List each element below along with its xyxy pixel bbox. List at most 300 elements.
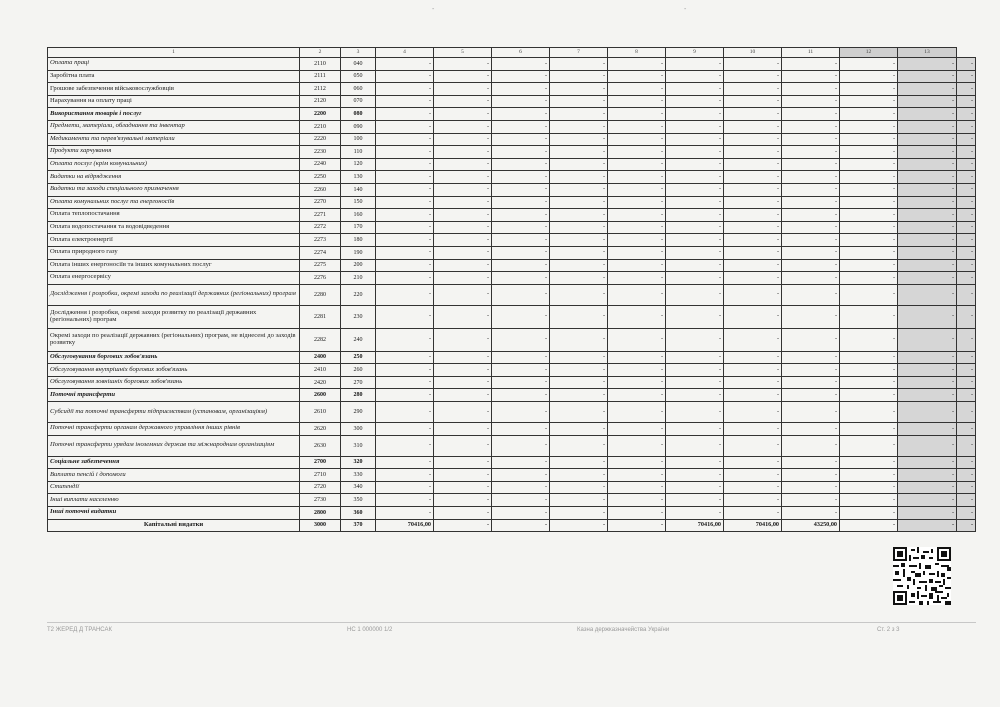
expenditure-table [47,47,976,532]
value-cell-col-7: - [550,376,608,389]
scan-mark: - [684,6,687,13]
value-cell-col-6: - [492,328,550,351]
value-cell-col-10: - [724,83,782,96]
value-cell-col-7: - [550,70,608,83]
value-cell-col-12: - [840,351,898,364]
value-cell-col-13: - [898,183,957,196]
row-code: 2270 [300,196,341,209]
row-code: 2410 [300,364,341,377]
value-cell-col-14: - [957,196,976,209]
row-line-number: 340 [341,481,376,494]
value-cell-col-7: - [550,58,608,71]
value-cell-col-5: - [434,146,492,159]
value-cell-col-9: - [666,272,724,285]
value-cell-col-11: - [782,481,840,494]
value-cell-col-14: - [957,435,976,456]
value-cell-col-8: - [608,494,666,507]
row-code: 2280 [300,284,341,305]
value-cell-col-6: - [492,133,550,146]
value-cell-col-4: - [376,259,434,272]
value-cell-col-10: - [724,196,782,209]
value-cell-col-9: - [666,456,724,469]
value-cell-col-6: - [492,481,550,494]
value-cell-col-11: - [782,494,840,507]
value-cell-col-10: - [724,58,782,71]
column-header-1: 1 [48,48,300,58]
value-cell-col-5: - [434,389,492,402]
value-cell-col-14: - [957,469,976,482]
value-cell-col-14: - [957,423,976,436]
value-cell-col-8: - [608,83,666,96]
value-cell-col-9: - [666,481,724,494]
value-cell-col-14: - [957,108,976,121]
value-cell-col-12: - [840,158,898,171]
value-cell-col-11: - [782,435,840,456]
value-cell-col-10: - [724,494,782,507]
value-cell-col-14: - [957,364,976,377]
value-cell-col-10: - [724,120,782,133]
value-cell-col-13: - [898,196,957,209]
value-cell-col-7: - [550,519,608,532]
row-code: 2610 [300,402,341,423]
row-line-number: 290 [341,402,376,423]
value-cell-col-13: - [898,272,957,285]
value-cell-col-8: - [608,423,666,436]
table-row [48,481,976,494]
value-cell-col-8: - [608,305,666,328]
value-cell-col-14: - [957,376,976,389]
value-cell-col-8: - [608,519,666,532]
row-code: 2260 [300,183,341,196]
value-cell-col-11: - [782,376,840,389]
value-cell-col-8: - [608,402,666,423]
value-cell-col-7: - [550,423,608,436]
value-cell-col-5: - [434,259,492,272]
value-cell-col-7: - [550,183,608,196]
value-cell-col-5: - [434,272,492,285]
value-cell-col-12: - [840,58,898,71]
row-name: Поточні трансферти органам державного управління інших рівнів [48,423,300,436]
value-cell-col-7: - [550,221,608,234]
value-cell-col-12: - [840,171,898,184]
value-cell-col-13: - [898,481,957,494]
row-line-number: 320 [341,456,376,469]
table-row [48,259,976,272]
value-cell-col-4: - [376,494,434,507]
row-code: 2111 [300,70,341,83]
value-cell-col-13: - [898,456,957,469]
row-code: 2112 [300,83,341,96]
value-cell-col-6: - [492,507,550,520]
row-line-number: 300 [341,423,376,436]
table-row [48,196,976,209]
value-cell-col-13: - [898,158,957,171]
value-cell-col-7: - [550,284,608,305]
value-cell-col-9: - [666,70,724,83]
value-cell-col-8: - [608,364,666,377]
table-row [48,389,976,402]
value-cell-col-9: - [666,83,724,96]
value-cell-col-8: - [608,196,666,209]
value-cell-col-11: - [782,305,840,328]
value-cell-col-7: - [550,196,608,209]
value-cell-col-6: - [492,70,550,83]
value-cell-col-7: - [550,108,608,121]
value-cell-col-4: - [376,507,434,520]
value-cell-col-4: - [376,305,434,328]
value-cell-col-8: - [608,158,666,171]
value-cell-col-7: - [550,158,608,171]
row-name: Інші поточні видатки [48,507,300,520]
value-cell-col-4: - [376,221,434,234]
row-name: Капітальні видатки [48,519,300,532]
value-cell-col-7: - [550,259,608,272]
value-cell-col-11: - [782,402,840,423]
row-line-number: 270 [341,376,376,389]
value-cell-col-8: - [608,108,666,121]
value-cell-col-8: - [608,351,666,364]
value-cell-col-5: - [434,351,492,364]
value-cell-col-13: - [898,389,957,402]
value-cell-col-10: - [724,272,782,285]
value-cell-col-13: - [898,364,957,377]
value-cell-col-9: - [666,351,724,364]
row-name: Окремі заходи по реалізації державних (регіональних) програм, не віднесені до заходів розвитку [48,328,300,351]
table-row [48,272,976,285]
table-row [48,507,976,520]
value-cell-col-8: - [608,259,666,272]
row-line-number: 060 [341,83,376,96]
value-cell-col-6: - [492,196,550,209]
row-line-number: 250 [341,351,376,364]
value-cell-col-11: - [782,507,840,520]
column-header-13: 13 [898,48,957,58]
table-row [48,146,976,159]
value-cell-col-9: - [666,469,724,482]
value-cell-col-7: - [550,435,608,456]
row-code: 2800 [300,507,341,520]
value-cell-col-10: 70416,00 [724,519,782,532]
value-cell-col-4: - [376,389,434,402]
table-row [48,469,976,482]
row-code: 2281 [300,305,341,328]
value-cell-col-6: - [492,469,550,482]
value-cell-col-11: - [782,209,840,222]
value-cell-col-6: - [492,171,550,184]
row-code: 2210 [300,120,341,133]
value-cell-col-5: - [434,519,492,532]
value-cell-col-13: - [898,221,957,234]
column-header-9: 9 [666,48,724,58]
value-cell-col-9: - [666,507,724,520]
value-cell-col-4: - [376,351,434,364]
value-cell-col-11: - [782,469,840,482]
table-row [48,494,976,507]
value-cell-col-14: - [957,272,976,285]
value-cell-col-7: - [550,209,608,222]
row-line-number: 280 [341,389,376,402]
value-cell-col-8: - [608,507,666,520]
value-cell-col-12: - [840,196,898,209]
value-cell-col-12: - [840,364,898,377]
row-line-number: 110 [341,146,376,159]
value-cell-col-14: - [957,133,976,146]
row-line-number: 120 [341,158,376,171]
value-cell-col-5: - [434,120,492,133]
value-cell-col-11: - [782,83,840,96]
row-line-number: 150 [341,196,376,209]
value-cell-col-8: - [608,183,666,196]
value-cell-col-14: - [957,83,976,96]
value-cell-col-12: - [840,423,898,436]
value-cell-col-9: - [666,209,724,222]
table-row [48,364,976,377]
value-cell-col-10: - [724,423,782,436]
value-cell-col-9: - [666,376,724,389]
value-cell-col-13: - [898,435,957,456]
value-cell-col-6: - [492,389,550,402]
row-name: Дослідження і розробки, окремі заходи розвитку по реалізації державних (регіональних) програм [48,305,300,328]
value-cell-col-13: - [898,171,957,184]
value-cell-col-14: - [957,389,976,402]
value-cell-col-12: - [840,133,898,146]
value-cell-col-12: - [840,481,898,494]
value-cell-col-12: - [840,70,898,83]
value-cell-col-12: - [840,328,898,351]
value-cell-col-14: - [957,402,976,423]
row-line-number: 090 [341,120,376,133]
value-cell-col-14: - [957,146,976,159]
row-code: 2271 [300,209,341,222]
table-row [48,95,976,108]
row-code: 2420 [300,376,341,389]
value-cell-col-12: - [840,108,898,121]
value-cell-col-5: - [434,423,492,436]
value-cell-col-14: - [957,70,976,83]
value-cell-col-12: - [840,95,898,108]
row-code: 2272 [300,221,341,234]
value-cell-col-10: - [724,435,782,456]
value-cell-col-11: - [782,272,840,285]
value-cell-col-4: - [376,376,434,389]
row-line-number: 170 [341,221,376,234]
value-cell-col-5: - [434,507,492,520]
value-cell-col-4: - [376,171,434,184]
value-cell-col-13: - [898,305,957,328]
value-cell-col-7: - [550,507,608,520]
value-cell-col-8: - [608,95,666,108]
value-cell-col-6: - [492,83,550,96]
value-cell-col-13: - [898,402,957,423]
value-cell-col-7: - [550,146,608,159]
value-cell-col-7: - [550,364,608,377]
row-code: 2600 [300,389,341,402]
page-footer [47,622,976,639]
value-cell-col-13: - [898,507,957,520]
value-cell-col-13: - [898,95,957,108]
value-cell-col-12: - [840,519,898,532]
value-cell-col-10: - [724,402,782,423]
row-name: Оплата комунальних послуг та енергоносіїв [48,196,300,209]
value-cell-col-10: - [724,284,782,305]
value-cell-col-12: - [840,272,898,285]
value-cell-col-11: 43250,00 [782,519,840,532]
value-cell-col-12: - [840,456,898,469]
row-code: 2200 [300,108,341,121]
row-line-number: 220 [341,284,376,305]
value-cell-col-9: - [666,494,724,507]
row-line-number: 360 [341,507,376,520]
row-name: Поточні трансферти [48,389,300,402]
value-cell-col-6: - [492,364,550,377]
value-cell-col-4: - [376,83,434,96]
value-cell-col-11: - [782,95,840,108]
value-cell-col-10: - [724,146,782,159]
value-cell-col-13: - [898,133,957,146]
value-cell-col-14: - [957,259,976,272]
column-header-6: 6 [492,48,550,58]
value-cell-col-4: - [376,469,434,482]
value-cell-col-13: - [898,328,957,351]
value-cell-col-9: - [666,196,724,209]
value-cell-col-12: - [840,435,898,456]
row-code: 2240 [300,158,341,171]
row-name: Заробітна плата [48,70,300,83]
value-cell-col-7: - [550,83,608,96]
value-cell-col-13: - [898,83,957,96]
value-cell-col-5: - [434,402,492,423]
row-line-number: 230 [341,305,376,328]
row-name: Обслуговування зовнішніх боргових зобов'язань [48,376,300,389]
value-cell-col-11: - [782,171,840,184]
value-cell-col-5: - [434,108,492,121]
value-cell-col-4: - [376,456,434,469]
row-name: Соціальне забезпечення [48,456,300,469]
value-cell-col-6: - [492,423,550,436]
value-cell-col-13: - [898,70,957,83]
value-cell-col-11: - [782,120,840,133]
value-cell-col-10: - [724,158,782,171]
footer-left: Т2 ЖЕРЕД Д ТРАНСАК [47,627,112,633]
value-cell-col-11: - [782,351,840,364]
row-name: Оплата електроенергії [48,234,300,247]
value-cell-col-8: - [608,133,666,146]
value-cell-col-14: - [957,456,976,469]
footer-page: Ст. 2 з 3 [877,627,900,633]
row-code: 2720 [300,481,341,494]
value-cell-col-14: - [957,171,976,184]
value-cell-col-6: - [492,402,550,423]
value-cell-col-11: - [782,389,840,402]
row-name: Видатки та заходи спеціального призначення [48,183,300,196]
value-cell-col-14: - [957,519,976,532]
table-row [48,221,976,234]
row-name: Оплата природного газу [48,246,300,259]
value-cell-col-8: - [608,284,666,305]
value-cell-col-13: - [898,284,957,305]
table-row [48,305,976,328]
row-name: Предмети, матеріали, обладнання та інвентар [48,120,300,133]
value-cell-col-11: - [782,423,840,436]
row-name: Обслуговування боргових зобов'язань [48,351,300,364]
value-cell-col-13: - [898,58,957,71]
value-cell-col-13: - [898,108,957,121]
row-code: 2220 [300,133,341,146]
value-cell-col-4: - [376,209,434,222]
value-cell-col-4: - [376,183,434,196]
value-cell-col-13: - [898,209,957,222]
value-cell-col-7: - [550,351,608,364]
column-header-12: 12 [840,48,898,58]
row-line-number: 160 [341,209,376,222]
value-cell-col-4: - [376,58,434,71]
value-cell-col-8: - [608,234,666,247]
row-name: Продукти харчування [48,146,300,159]
row-code: 2400 [300,351,341,364]
value-cell-col-8: - [608,58,666,71]
value-cell-col-6: - [492,209,550,222]
value-cell-col-4: - [376,402,434,423]
footer-right: Казна держказначейства України [577,627,670,633]
value-cell-col-11: - [782,259,840,272]
table-row [48,133,976,146]
value-cell-col-4: - [376,120,434,133]
value-cell-col-10: - [724,456,782,469]
value-cell-col-12: - [840,83,898,96]
row-name: Обслуговування внутрішніх боргових зобов'язань [48,364,300,377]
row-code: 2282 [300,328,341,351]
value-cell-col-7: - [550,133,608,146]
value-cell-col-5: - [434,246,492,259]
column-header-7: 7 [550,48,608,58]
table-row [48,83,976,96]
value-cell-col-6: - [492,183,550,196]
value-cell-col-14: - [957,234,976,247]
row-line-number: 180 [341,234,376,247]
value-cell-col-7: - [550,120,608,133]
row-name: Оплата праці [48,58,300,71]
row-name: Нарахування на оплату праці [48,95,300,108]
value-cell-col-7: - [550,402,608,423]
column-header-5: 5 [434,48,492,58]
value-cell-col-6: - [492,158,550,171]
value-cell-col-10: - [724,183,782,196]
value-cell-col-13: - [898,351,957,364]
row-line-number: 240 [341,328,376,351]
value-cell-col-9: - [666,108,724,121]
row-name: Оплата енергосервісу [48,272,300,285]
value-cell-col-14: - [957,183,976,196]
row-line-number: 040 [341,58,376,71]
value-cell-col-6: - [492,259,550,272]
value-cell-col-6: - [492,221,550,234]
column-header-3: 3 [341,48,376,58]
table-row [48,70,976,83]
row-line-number: 190 [341,246,376,259]
table-row [48,284,976,305]
value-cell-col-8: - [608,328,666,351]
value-cell-col-13: - [898,423,957,436]
table-row [48,234,976,247]
value-cell-col-13: - [898,246,957,259]
value-cell-col-4: 70416,00 [376,519,434,532]
row-name: Грошове забезпечення військовослужбовців [48,83,300,96]
value-cell-col-11: - [782,133,840,146]
value-cell-col-8: - [608,469,666,482]
value-cell-col-7: - [550,234,608,247]
value-cell-col-8: - [608,456,666,469]
value-cell-col-8: - [608,435,666,456]
